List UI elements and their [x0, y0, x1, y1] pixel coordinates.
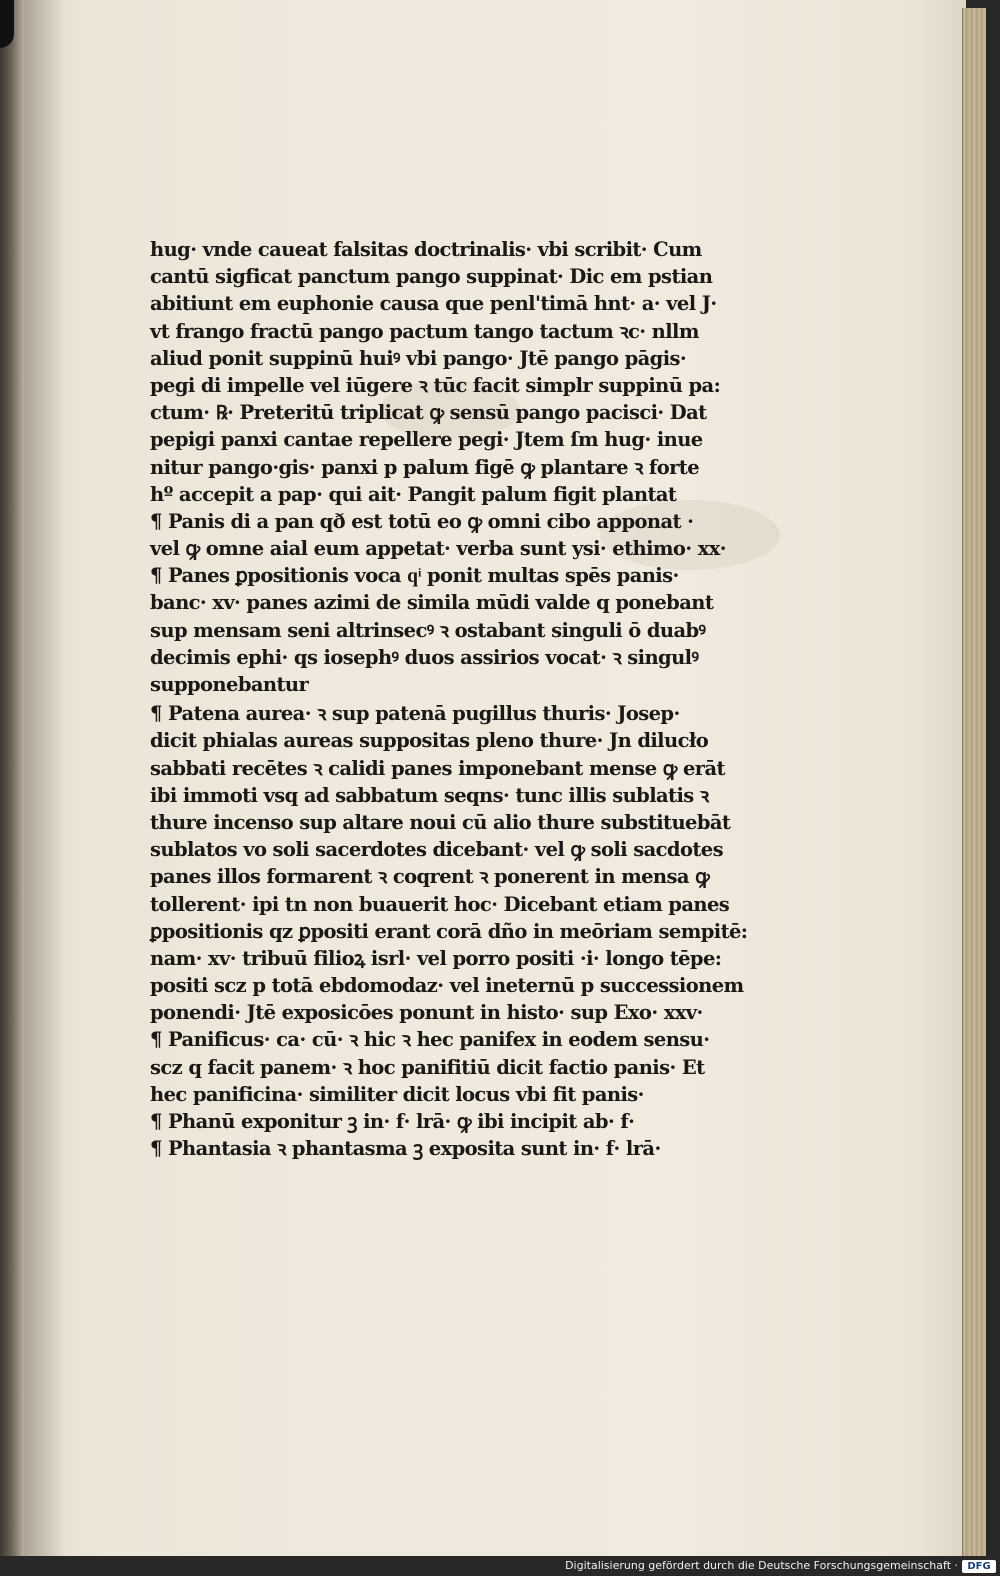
- text-line: vel ꝙ omne aial eum appetat· verba sunt ysi· ethimo· xx·: [150, 537, 726, 561]
- text-line: nam· xv· tribuū filioꝝ isrl· vel porro positi ·i· longo tēpe:: [150, 946, 722, 970]
- text-line: ꝑpositionis qz ꝑpositi erant corā dño in meōriam sempitē:: [150, 919, 748, 943]
- text-line: ctum· ℞· Preteritū triplicat ꝙ sensū pango pacisci· Dat: [150, 401, 707, 425]
- text-line: ¶ Panis di a pan qð est totū eo ꝙ omni cibo apponat ·: [150, 509, 694, 533]
- text-line: ¶ Panificus· ca· cū· ꝛ hic ꝛ hec panifex in eodem sensu·: [150, 1028, 710, 1052]
- text-line: thure incenso sup altare noui cū alio thure substituebāt: [150, 810, 731, 834]
- text-line: panes illos formarent ꝛ coqrent ꝛ ponerent in mensa ꝙ: [150, 865, 710, 889]
- text-line: cantū sigficat panctum pango suppinat· Dic em pstian: [150, 265, 713, 289]
- dfg-logo: DFG: [962, 1560, 996, 1573]
- text-line: sup mensam seni altrinsecꝰ ꝛ ostabant singuli ō duabꝰ: [150, 618, 706, 642]
- text-line: banc· xv· panes azimi de simila mūdi valde q ponebant: [150, 591, 714, 615]
- gutter-shadow: [24, 0, 64, 1562]
- facing-page-edge: [0, 0, 26, 1576]
- text-line: sublatos vo soli sacerdotes dicebant· vel ꝙ soli sacdotes: [150, 838, 723, 862]
- digitization-credit: Digitalisierung gefördert durch die Deutsche Forschungsgemeinschaft ·: [565, 1559, 958, 1572]
- text-line: hº accepit a pap· qui ait· Pangit palum figit plantat: [150, 482, 677, 506]
- text-line: ponendi· Jtē exposicōes ponunt in histo· sup Exo· xxv·: [150, 1001, 703, 1025]
- text-line: pepigi panxi cantae repellere pegi· Jtem ſm hug· inue: [150, 428, 703, 452]
- text-line: positi scz p totā ebdomodaz· vel ineternū p successionem: [150, 974, 744, 998]
- text-line: scz q facit panem· ꝛ hoc panifitiū dicit factio panis· Et: [150, 1055, 705, 1079]
- text-line: sabbati recētes ꝛ calidi panes imponebant mense ꝙ erāt: [150, 756, 725, 780]
- text-line: ibi immoti vsq ad sabbatum seqns· tunc illis sublatis ꝛ: [150, 783, 709, 807]
- corner-clip: [0, 0, 14, 48]
- text-line: ¶ Phantasia ꝛ phantasma ꝫ exposita sunt in· f· lrā·: [150, 1137, 661, 1161]
- printed-text-block: [150, 236, 780, 1162]
- text-line: aliud ponit suppinū huiꝰ vbi pango· Jtē pango pāgis·: [150, 346, 687, 370]
- text-line: ¶ Panes ꝑpositionis voca qͥ ponit multas spēs panis·: [150, 564, 679, 588]
- text-line: vt frango fractū pango pactum tango tactum ꝛc· nllm: [150, 319, 699, 343]
- text-line: decimis ephi· qs iosephꝰ duos assirios vocat· ꝛ singulꝰ: [150, 645, 699, 669]
- text-line: nitur pango·gis· panxi p palum figē ꝙ plantare ꝛ forte: [150, 455, 700, 479]
- text-line: supponebantur: [150, 673, 309, 696]
- text-line: dicit phialas aureas suppositas pleno thure· Jn dilucło: [150, 729, 709, 753]
- text-line: ¶ Patena aurea· ꝛ sup patenā pugillus thuris· Josep·: [150, 702, 680, 726]
- text-line: ¶ Phanū exponitur ꝫ in· f· lrā· ꝙ ibi incipit ab· f·: [150, 1110, 635, 1133]
- text-line: tollerent· ipi tn non buauerit hoc· Dicebant etiam panes: [150, 892, 730, 916]
- text-line: pegi di impelle vel iūgere ꝛ tūc facit simplr suppinū pa:: [150, 373, 721, 397]
- text-line: hug· vnde caueat falsitas doctrinalis· vbi scribit· Cum: [150, 238, 702, 261]
- text-line: abitiunt em euphonie causa que penl'timā hnt· a· vel J·: [150, 292, 717, 316]
- page-fore-edge: [962, 8, 989, 1556]
- right-border: [986, 0, 1000, 1576]
- text-line: hec panificina· similiter dicit locus vbi fit panis·: [150, 1082, 644, 1106]
